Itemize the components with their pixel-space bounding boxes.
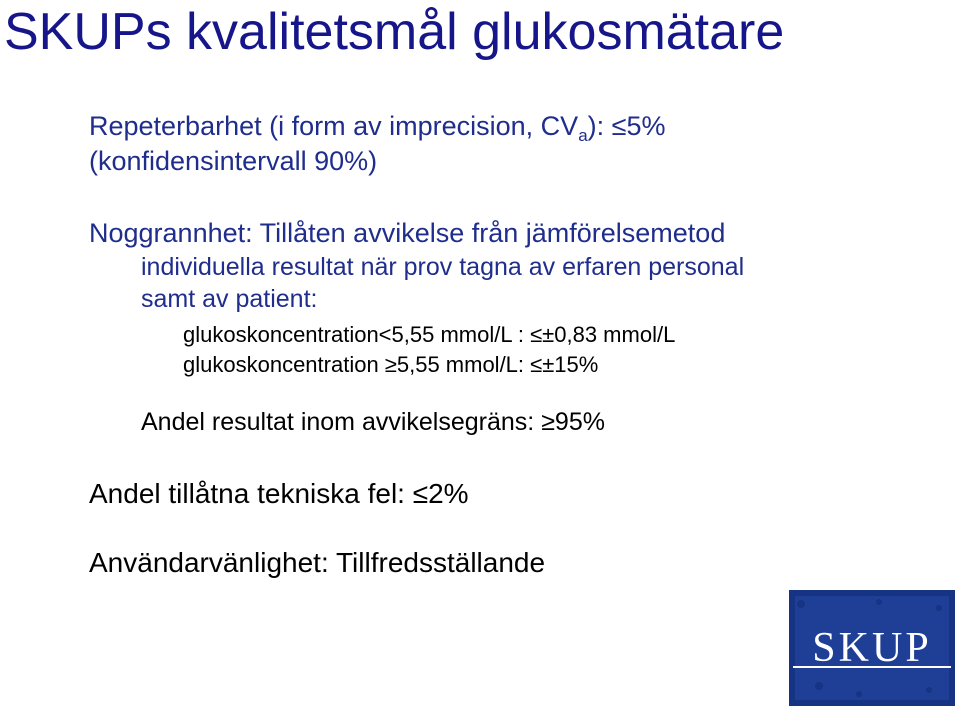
logo-text: SKUP [812,625,932,671]
criterion-low-glucose: glukoskoncentration<5,55 mmol/L : ≤±0,83 mmol/L [183,322,676,347]
repeatability-interval: (konfidensintervall 90%) [89,146,378,176]
within-limit-share: Andel resultat inom avvikelsegräns: ≥95% [141,408,605,436]
accuracy-description-cont: samt av patient: [141,285,318,313]
criterion-high-glucose: glukoskoncentration ≥5,55 mmol/L: ≤±15% [183,352,599,377]
repeatability-subscript: a [578,126,588,145]
technical-errors-share: Andel tillåtna tekniska fel: ≤2% [89,478,469,509]
repeatability-prefix: Repeterbarhet (i form av imprecision, CV [89,111,579,141]
accuracy-description: individuella resultat när prov tagna av erfaren personal [141,253,745,281]
repeatability-suffix: ): ≤5% [587,111,666,141]
repeatability-line [89,110,666,145]
usability-rating: Användarvänlighet: Tillfredsställande [89,547,546,578]
skup-logo [789,590,955,706]
page-title: SKUPs kvalitetsmål glukosmätare [4,3,785,61]
accuracy-heading: Noggrannhet: Tillåten avvikelse från jämförelsemetod [89,218,726,248]
